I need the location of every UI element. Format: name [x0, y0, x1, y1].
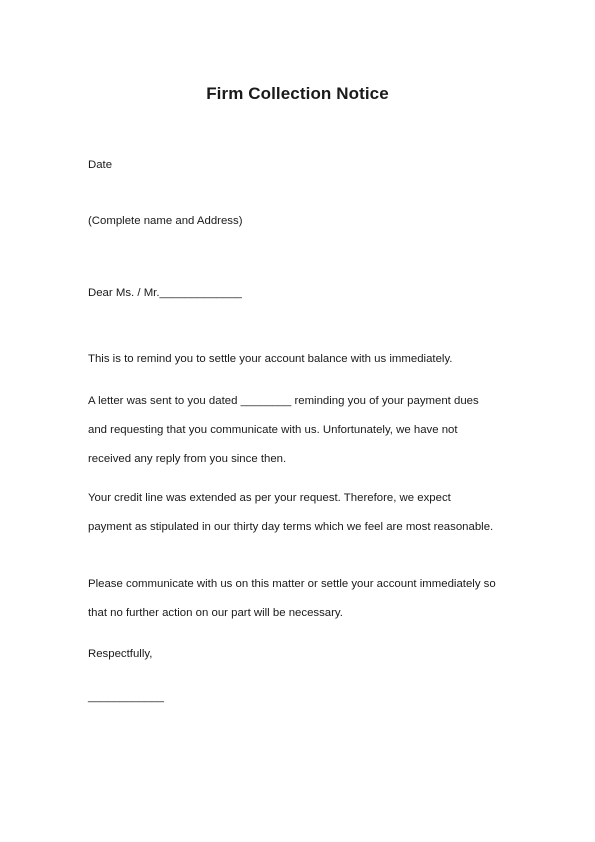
paragraph-credit-line-1: Your credit line was extended as per your request. Therefore, we expect: [88, 492, 451, 504]
paragraph-letter-line-3: received any reply from you since then.: [88, 453, 287, 465]
salutation: Dear Ms. / Mr._____________: [88, 287, 242, 299]
paragraph-credit-line-2: payment as stipulated in our thirty day terms which we feel are most reasonable.: [88, 521, 494, 533]
document-title: Firm Collection Notice: [206, 84, 389, 103]
paragraph-action-line-1: Please communicate with us on this matter or settle your account immediately so: [88, 578, 496, 590]
recipient-address-placeholder: (Complete name and Address): [88, 215, 243, 227]
paragraph-letter-line-2: and requesting that you communicate with us. Unfortunately, we have not: [88, 424, 458, 436]
paragraph-reminder: This is to remind you to settle your account balance with us immediately.: [88, 353, 453, 365]
date-label: Date: [88, 159, 113, 171]
paragraph-letter-line-1: A letter was sent to you dated ________ reminding you of your payment dues: [88, 395, 479, 407]
closing: Respectfully,: [88, 648, 153, 660]
paragraph-action-line-2: that no further action on our part will be necessary.: [88, 607, 343, 619]
signature-line: ____________: [88, 691, 165, 703]
